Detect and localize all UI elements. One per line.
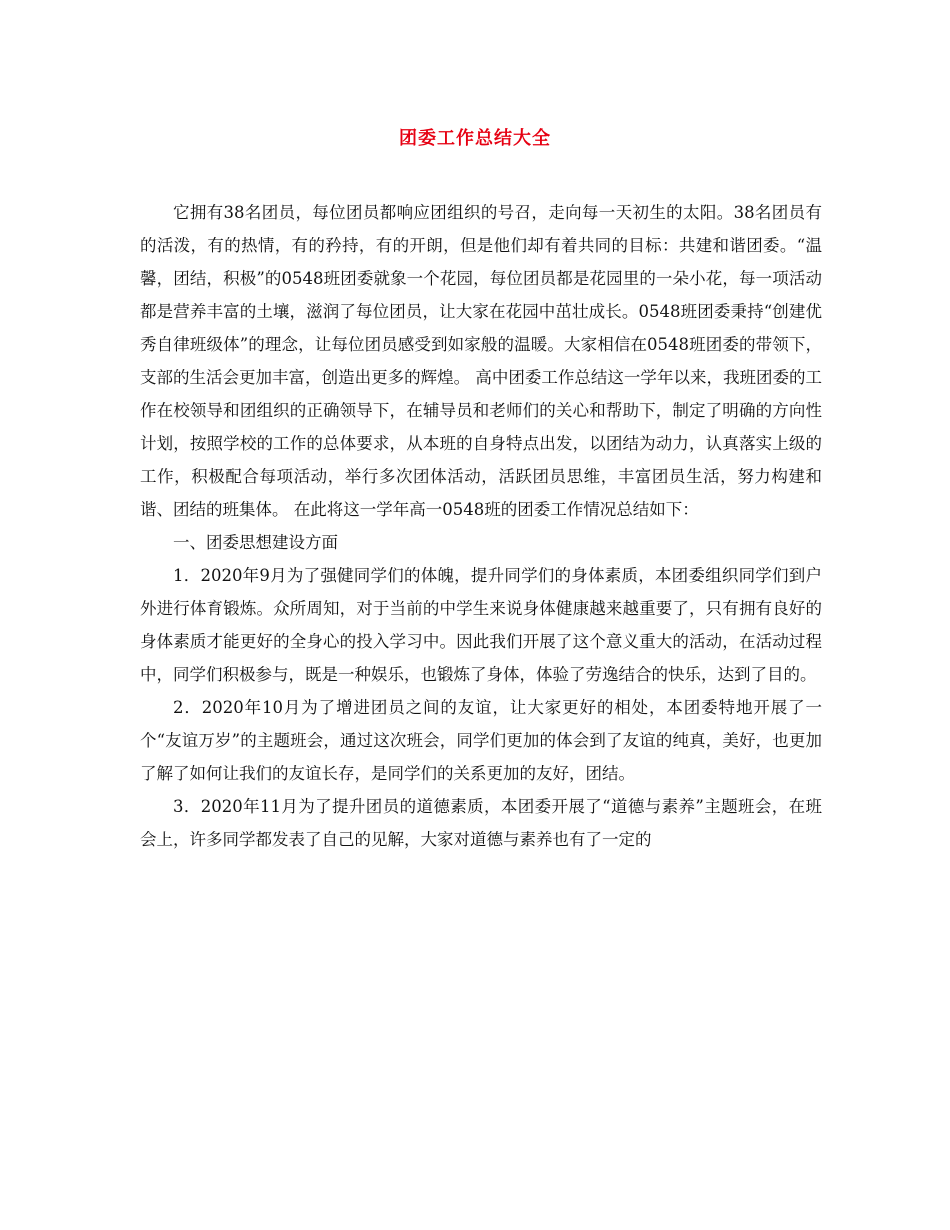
document-title: 团委工作总结大全 [399,128,551,149]
section-heading-ideology: 一、团委思想建设方面 [173,533,338,552]
paragraph-item-2: 2．2020年10月为了增进团员之间的友谊，让大家更好的相处，本团委特地开展了一个“友谊万岁”的主题班会，通过这次班会，同学们更加的体会到了友谊的纯真，美好，也更加了解了如何让我们的友谊长存，是同学们的关系更加的友好，团结。 [140,698,822,783]
paragraph-item-1: 1．2020年9月为了强健同学们的体魄，提升同学们的身体素质，本团委组织同学们到户外进行体育锻炼。众所周知，对于当前的中学生来说身体健康越来越重要了，只有拥有良好的身体素质才能更好的全身心的投入学习中。因此我们开展了这个意义重大的活动，在活动过程中，同学们积极参与，既是一种娱乐，也锻炼了身体，体验了劳逸结合的快乐，达到了目的。 [140,566,822,684]
document-body [140,196,822,856]
paragraph-item-3: 3．2020年11月为了提升团员的道德素质，本团委开展了“道德与素养”主题班会，在班会上，许多同学都发表了自己的见解，大家对道德与素养也有了一定的 [140,797,822,849]
paragraph-intro: 它拥有38名团员，每位团员都响应团组织的号召，走向每一天初生的太阳。38名团员有的活泼，有的热情，有的矜持，有的开朗，但是他们却有着共同的目标：共建和谐团委。“温馨，团结，积极”的0548班团委就象一个花园，每位团员都是花园里的一朵小花，每一项活动都是营养丰富的土壤，滋润了每位团员，让大家在花园中茁壮成长。0548班团委秉持“创建优秀自律班级体”的理念，让每位团员感受到如家般的温暖。大家相信在0548班团委的带领下，支部的生活会更加丰富，创造出更多的辉煌。 高中团委工作总结这一学年以来，我班团委的工作在校领导和团组织的正确领导下，在辅导员和老师们的关心和帮助下，制定了明确的方向性计划，按照学校的工作的总体要求，从本班的自身特点出发，以团结为动力，认真落实上级的工作，积极配合每项活动，举行多次团体活动，活跃团员思维，丰富团员生活，努力构建和谐、团结的班集体。 在此将这一学年高一0548班的团委工作情况总结如下： [140,203,822,519]
